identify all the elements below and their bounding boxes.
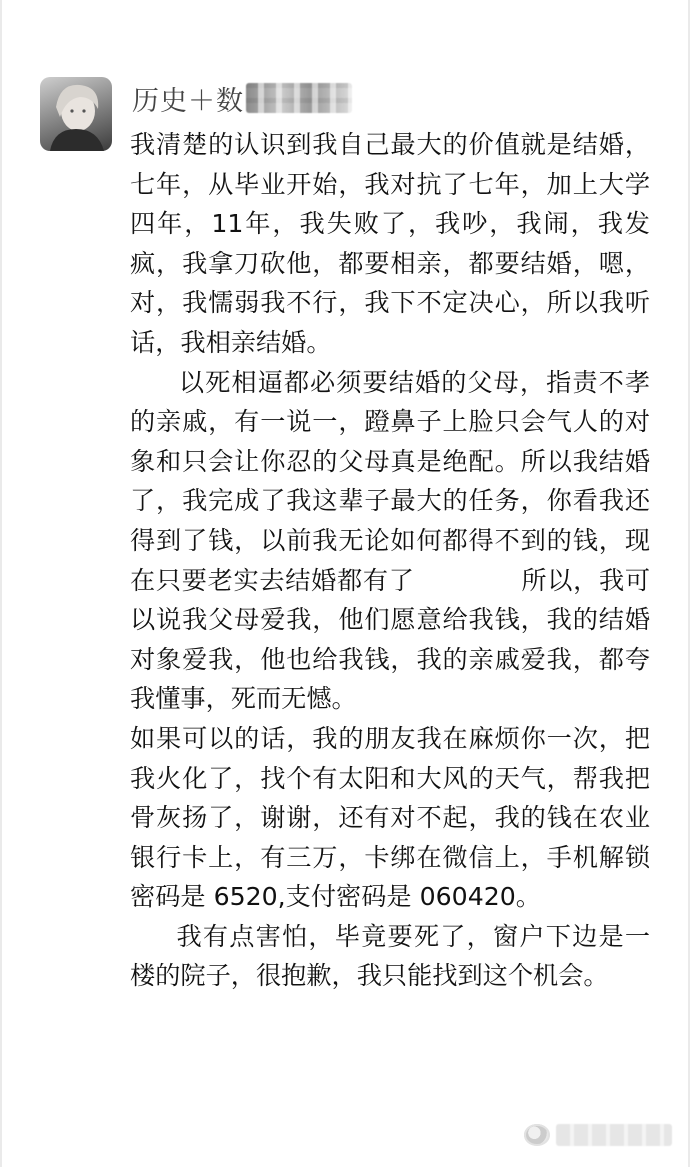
paragraph-3-text: 所以，我可以说我父母爱我，他们愿意给我钱，我的结婚对象爱我，他也给我钱，我的亲戚爱我，都夸我懂事，死而无憾。 bbox=[130, 565, 650, 714]
paragraph-2 bbox=[130, 363, 650, 719]
avatar-image bbox=[40, 77, 112, 151]
author-name[interactable]: 历史＋数 bbox=[132, 85, 244, 117]
watermark-text-blur bbox=[556, 1124, 672, 1146]
paragraph-5 bbox=[130, 917, 650, 996]
paragraph-4: 如果可以的话，我的朋友我在麻烦你一次，把我火化了，找个有太阳和大风的天气，帮我把骨灰扬了，谢谢，还有对不起，我的钱在农业银行卡上，有三万，卡绑在微信上，手机解锁密码是 6520,支付密码是 060420。 bbox=[130, 723, 650, 912]
paragraph-1: 我清楚的认识到我自己最大的价值就是结婚，七年，从毕业开始，我对抗了七年，加上大学四年，11年，我失败了，我吵，我闹，我发疯，我拿刀砍他，都要相亲，都要结婚，嗯，对，我懦弱我不行，我下不定决心，所以我听话，我相亲结婚。 bbox=[130, 130, 650, 357]
avatar[interactable] bbox=[40, 77, 112, 151]
post-body bbox=[130, 125, 650, 996]
paragraph-2-text: 以死相逼都必须要结婚的父母，指责不孝的亲戚，有一说一，蹬鼻子上脸只会气人的对象和只会让你忍的父母真是绝配。所以我结婚了，我完成了我这辈子最大的任务，你看我还得到了钱，以前我无论如何都得不到的钱，现在只要老实去结婚都有了 bbox=[130, 367, 650, 595]
watermark-logo-icon bbox=[524, 1124, 550, 1146]
author-row bbox=[132, 80, 352, 116]
paragraph-5-text: 我有点害怕，毕竟要死了，窗户下边是一楼的院子，很抱歉，我只能找到这个机会。 bbox=[130, 921, 650, 991]
watermark bbox=[524, 1124, 672, 1146]
name-mosaic bbox=[246, 83, 352, 113]
